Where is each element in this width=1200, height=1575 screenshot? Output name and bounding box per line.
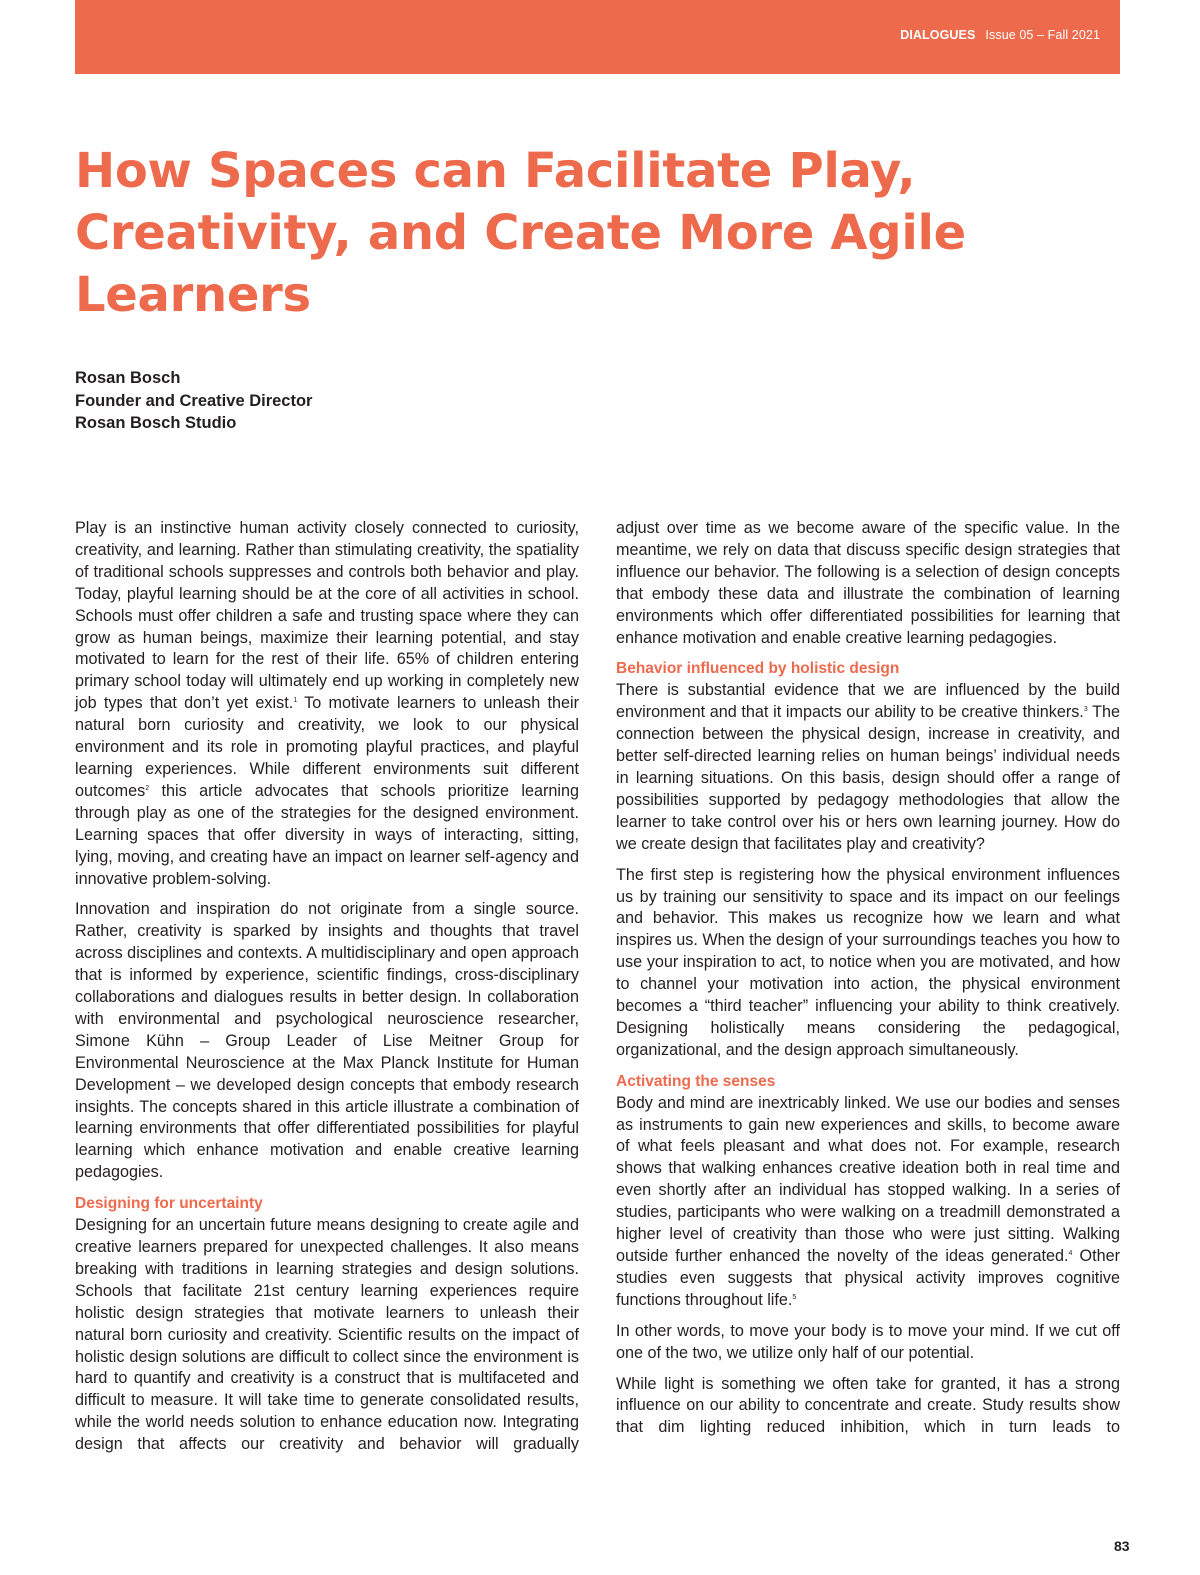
footnote-ref: 5 — [792, 1293, 797, 1301]
text-run: There is substantial evidence that we are influenced by the build environment and that it impacts our ability to be creative thinkers. — [616, 681, 1120, 722]
author-block — [75, 367, 312, 435]
section-heading: Designing for uncertainty — [75, 1195, 263, 1213]
paragraph: Designing for an uncertain future means designing to create agile and creative learners prepared for unexpected challenges. It also means breaking with traditions in learning strategies and design solutions. Schools that facilitate 21st century learning experiences require holistic design strategies that motivate learners to unleash their natural born curiosity and creativity. Scientific results on the impact of holistic design solutions are difficult to collect since the environment is hard to quantify and creativity is a construct that is multifaceted and difficult to measure. It will take time to generate consolidated results, while the world needs solution to enhance education now. Integrating design that affects our creativity and behavior will gradually — [75, 1216, 579, 1454]
right-column — [616, 518, 1120, 1439]
paragraph: In other words, to move your body is to move your mind. If we cut off one of the two, we utilize only half of our potential. — [616, 1321, 1120, 1362]
footnote-ref: 4 — [1068, 1250, 1073, 1257]
paragraph: adjust over time as we become aware of the specific value. In the meantime, we rely on data that discuss specific design strategies that influence our behavior. The following is a selection of design concepts that embody these data and illustrate the combination of learning environments which offer differentiated possibilities for learning that enhance motivation and enable creative learning pedagogies. — [616, 519, 1120, 647]
issue-label: Issue 05 – Fall 2021 — [985, 28, 1100, 42]
text-run: To motivate learners to unleash their natural born curiosity and creativity, we look to our physical environment and its role in promoting playful practices, and playful learning experiences. While different environments suit different outcomes — [75, 694, 580, 800]
paragraph — [75, 518, 579, 890]
header-bar — [75, 0, 1120, 74]
author-role: Founder and Creative Director — [75, 391, 313, 410]
text-run: Play is an instinctive human activity closely connected to curiosity, creativity, and learning. Rather than stimulating creativity, the spatiality of traditional schools suppresses and controls both behavior and play. Today, playful learning should be at the core of all activities in school. Schools must offer children a safe and trusting space where they can grow as human beings, maximize their learning potential, and stay motivated to learn for the rest of their life. 65% of children entering primary school today will ultimately end up working in completely new job types that don’t yet exist. — [75, 519, 579, 713]
paragraph: While light is something we often take for granted, it has a strong influence on our ability to concentrate and create. Study results show that dim lighting reduced inhibition, which in turn leads to — [616, 1374, 1120, 1437]
author-organization: Rosan Bosch Studio — [75, 414, 237, 432]
author-name: Rosan Bosch — [75, 369, 181, 387]
article-title: How Spaces can Facilitate Play, Creativity, and Create More Agile Learners — [75, 143, 966, 323]
left-column — [75, 518, 579, 1456]
footnote-ref: 2 — [145, 784, 150, 792]
paragraph — [616, 1093, 1120, 1312]
footnote-ref: 1 — [293, 697, 298, 705]
running-header — [900, 28, 1100, 42]
text-run: Other studies even suggests that physical activity improves cognitive functions throughout life. — [616, 1247, 1120, 1309]
section-heading: Behavior influenced by holistic design — [616, 660, 900, 678]
section-heading: Activating the senses — [616, 1072, 776, 1090]
text-run: this article advocates that schools prioritize learning through play as one of the strategies for the designed environment. Learning spaces that offer diversity in ways of interacting, sitting, lying, moving, and creating have an impact on learner self-agency and innovative problem-solving. — [75, 781, 579, 888]
paragraph: Innovation and inspiration do not originate from a single source. Rather, creativity is sparked by insights and thoughts that travel across disciplines and contexts. A multidisciplinary and open approach that is informed by experience, scientific findings, cross-disciplinary collaborations and dialogues results in better design. In collaboration with environmental and psychological neuroscience researcher, Simone Kühn – Group Leader of Lise Meitner Group for Environmental Neuroscience at the Max Planck Institute for Human Development – we developed design concepts that embody research insights. The concepts shared in this article illustrate a combination of learning environments that offer differentiated possibilities for playful learning which enhance motivation and enable creative learning pedagogies. — [75, 900, 579, 1182]
page-number: 83 — [1114, 1538, 1130, 1554]
footnote-ref: 3 — [1083, 706, 1088, 714]
paragraph: The first step is registering how the physical environment influences us by training our sensitivity to space and its impact on our feelings and behavior. This makes us recognize how we learn and what inspires us. When the design of your surroundings teaches you how to use your inspiration to act, to notice when you are motivated, and how to channel your motivation into action, the physical environment becomes a “third teacher” influencing your ability to think creatively. Designing holistically means considering the pedagogical, organizational, and the design approach simultaneously. — [616, 865, 1120, 1059]
paragraph — [616, 680, 1120, 855]
text-run: The connection between the physical design, increase in creativity, and better self-directed learning relies on human beings’ individual needs in learning situations. On this basis, design should offer a range of possibilities supported by pedagogy methodologies that allow the learner to take control over his or hers own learning journey. How do we create design that facilitates play and creativity? — [616, 703, 1120, 853]
section-name: DIALOGUES — [900, 28, 976, 42]
text-run: Body and mind are inextricably linked. We use our bodies and senses as instruments to gain new experiences and skills, to become aware of what feels pleasant and what does not. For example, research shows that walking enhances creative ideation both in real time and even shortly after an individual has stopped walking. In a series of studies, participants who were walking on a treadmill demonstrated a higher level of creativity than those who were just sitting. Walking outside further enhanced the novelty of the ideas generated. — [616, 1093, 1120, 1265]
